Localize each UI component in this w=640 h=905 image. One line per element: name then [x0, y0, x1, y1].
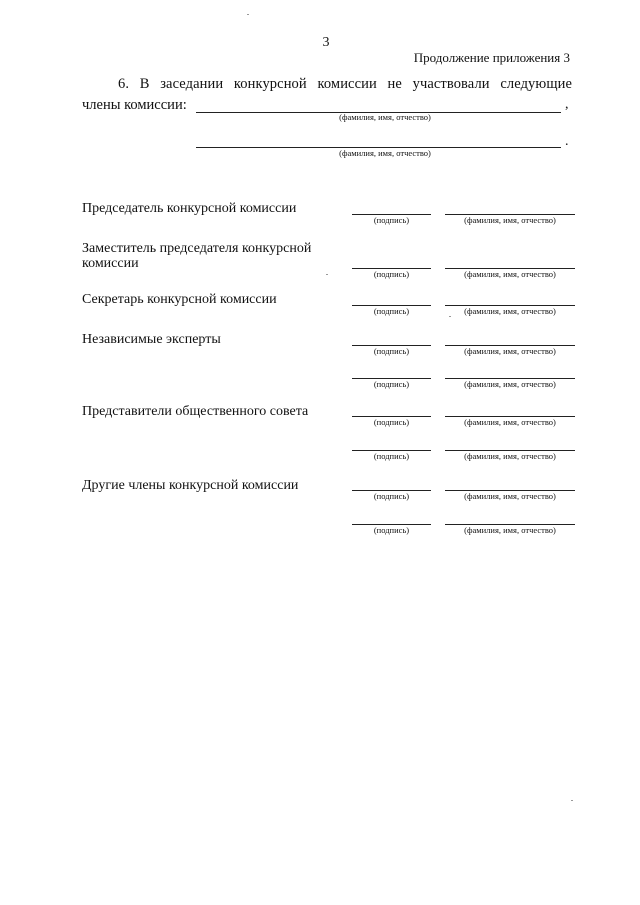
role-experts: Независимые эксперты [82, 332, 221, 347]
comma-1: , [565, 97, 569, 112]
scan-speck [326, 274, 328, 275]
scan-speck [571, 800, 573, 801]
signature-caption: (подпись) [373, 379, 410, 389]
scan-speck [449, 316, 451, 317]
signature-caption: (подпись) [373, 451, 410, 461]
scan-speck [247, 14, 249, 15]
page-number: 3 [322, 35, 330, 50]
signature-caption: (подпись) [373, 306, 410, 316]
name-caption: (фамилия, имя, отчество) [464, 346, 556, 356]
role-deputy: Заместитель председателя конкурсной комиссии [82, 241, 312, 271]
name-caption: (фамилия, имя, отчество) [464, 269, 556, 279]
role-public-council: Представители общественного совета [82, 404, 309, 419]
role-chairman: Председатель конкурсной комиссии [82, 201, 297, 216]
name-caption: (фамилия, имя, отчество) [464, 451, 556, 461]
comma-2: . [565, 134, 569, 149]
paragraph-6-line-2: члены комиссии: [82, 97, 187, 113]
continuation-label: Продолжение приложения 3 [413, 50, 570, 65]
signature-caption: (подпись) [373, 346, 410, 356]
signature-caption: (подпись) [373, 215, 410, 225]
name-caption: (фамилия, имя, отчество) [464, 215, 556, 225]
paragraph-6-line-1: 6. В заседании конкурсной комиссии не участвовали следующие [118, 76, 572, 92]
absent-member-caption-1: (фамилия, имя, отчество) [339, 112, 431, 122]
name-caption: (фамилия, имя, отчество) [464, 306, 556, 316]
name-caption: (фамилия, имя, отчество) [464, 417, 556, 427]
signature-caption: (подпись) [373, 491, 410, 501]
name-caption: (фамилия, имя, отчество) [464, 525, 556, 535]
signature-caption: (подпись) [373, 417, 410, 427]
role-secretary: Секретарь конкурсной комиссии [82, 292, 277, 307]
absent-member-caption-2: (фамилия, имя, отчество) [339, 148, 431, 158]
signature-caption: (подпись) [373, 525, 410, 535]
name-caption: (фамилия, имя, отчество) [464, 379, 556, 389]
name-caption: (фамилия, имя, отчество) [464, 491, 556, 501]
role-other-members: Другие члены конкурсной комиссии [82, 478, 299, 493]
signature-caption: (подпись) [373, 269, 410, 279]
